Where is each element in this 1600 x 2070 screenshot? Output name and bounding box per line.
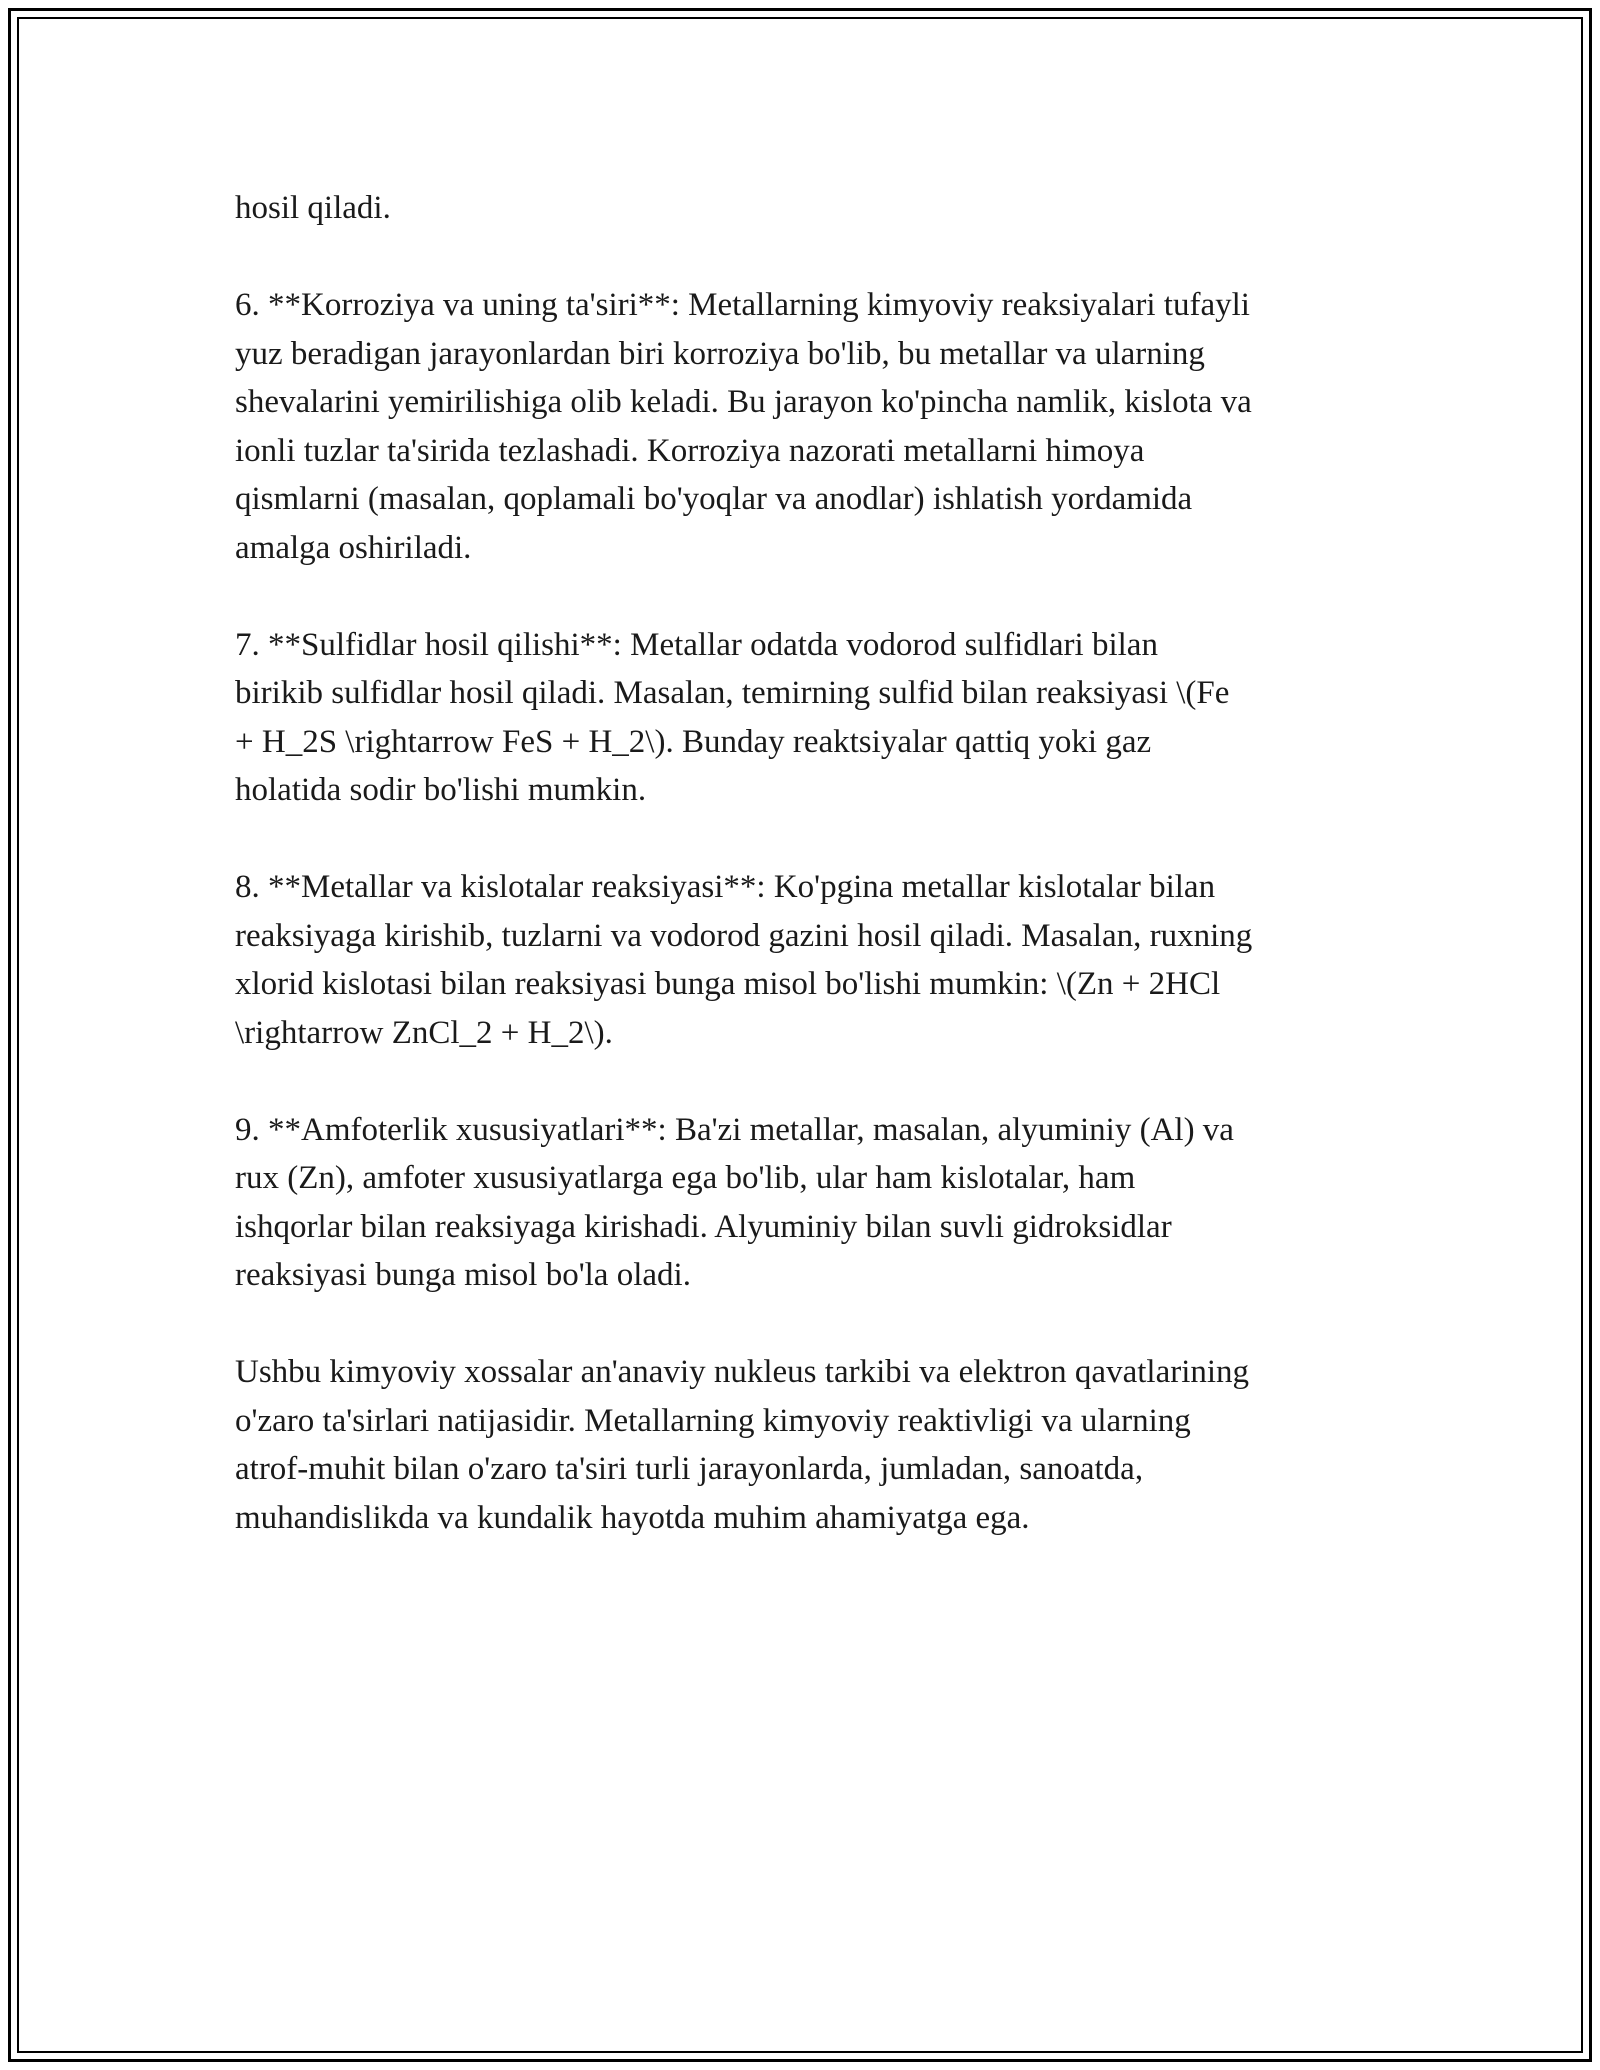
paragraph-item-7-sulfides: 7. **Sulfidlar hosil qilishi**: Metallar odatda vodorod sulfidlari bilan birikib sulfidlar hosil qiladi. Masalan, temirning sulfid bilan reaksiyasi \(Fe + H_2S \rightarrow FeS + H_2\). Bunday reaktsiyalar qattiq yoki gaz holatida sodir bo'lishi mumkin. [235, 626, 1230, 808]
document-body [235, 184, 1375, 1542]
paragraph-continuation: hosil qiladi. [235, 190, 391, 226]
paragraph-item-6-corrosion: 6. **Korroziya va uning ta'siri**: Metallarning kimyoviy reaksiyalari tufayli yuz beradigan jarayonlardan biri korroziya bo'lib, bu metallar va ularning shevalarini yemirilishiga olib keladi. Bu jarayon ko'pincha namlik, kislota va ionli tuzlar ta'sirida tezlashadi. Korroziya nazorati metallarni himoya qismlarni (masalan, qoplamali bo'yoqlar va anodlar) ishlatish yordamida amalga oshiriladi. [235, 287, 1252, 566]
paragraph-item-9-amphoteric: 9. **Amfoterlik xususiyatlari**: Ba'zi metallar, masalan, alyuminiy (Al) va rux (Zn), amfoter xususiyatlarga ega bo'lib, ular ham kislotalar, ham ishqorlar bilan reaksiyaga kirishadi. Alyuminiy bilan suvli gidroksidlar reaksiyasi bunga misol bo'la oladi. [235, 1111, 1234, 1293]
paragraph-item-8-acids: 8. **Metallar va kislotalar reaksiyasi**: Ko'pgina metallar kislotalar bilan reaksiyaga kirishib, tuzlarni va vodorod gazini hosil qiladi. Masalan, ruxning xlorid kislotasi bilan reaksiyasi bunga misol bo'lishi mumkin: \(Zn + 2HCl \rightarrow ZnCl_2 + H_2\). [235, 869, 1253, 1051]
paragraph-conclusion: Ushbu kimyoviy xossalar an'anaviy nukleus tarkibi va elektron qavatlarining o'zaro ta'sirlari natijasidir. Metallarning kimyoviy reaktivligi va ularning atrof-muhit bilan o'zaro ta'siri turli jarayonlarda, jumladan, sanoatda, muhandislikda va kundalik hayotda muhim ahamiyatga ega. [235, 1354, 1250, 1536]
